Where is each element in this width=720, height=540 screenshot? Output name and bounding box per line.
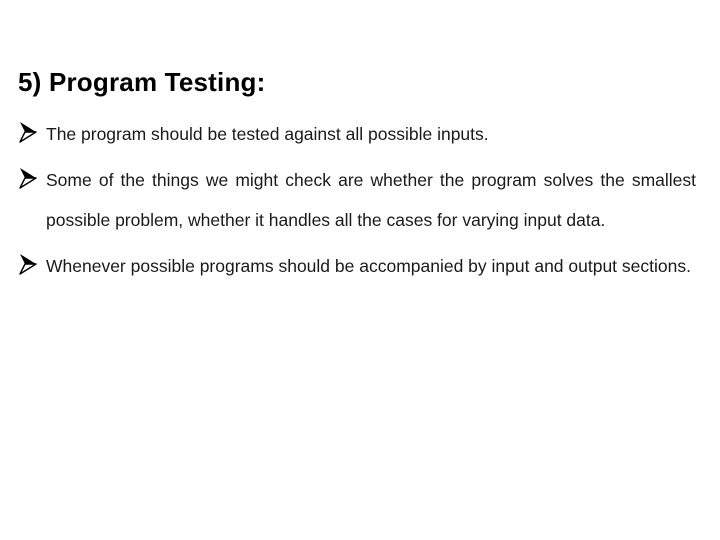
arrow-bullet-icon xyxy=(18,164,40,192)
bullet-list xyxy=(18,114,696,292)
bullet-item-2 xyxy=(18,160,696,240)
bullet-text: Whenever possible programs should be accompanied by input and output sections. xyxy=(46,256,691,276)
arrow-bullet-icon xyxy=(18,118,40,146)
bullet-text: The program should be tested against all possible inputs. xyxy=(46,124,489,144)
arrow-bullet-icon xyxy=(18,250,40,278)
bullet-text: Some of the things we might check are whether the program solves the smallest possible problem, whether it handles all the cases for varying input data. xyxy=(46,170,696,230)
bullet-item-3 xyxy=(18,246,696,286)
slide-title: 5) Program Testing: xyxy=(18,67,266,97)
bullet-item-1 xyxy=(18,114,696,154)
